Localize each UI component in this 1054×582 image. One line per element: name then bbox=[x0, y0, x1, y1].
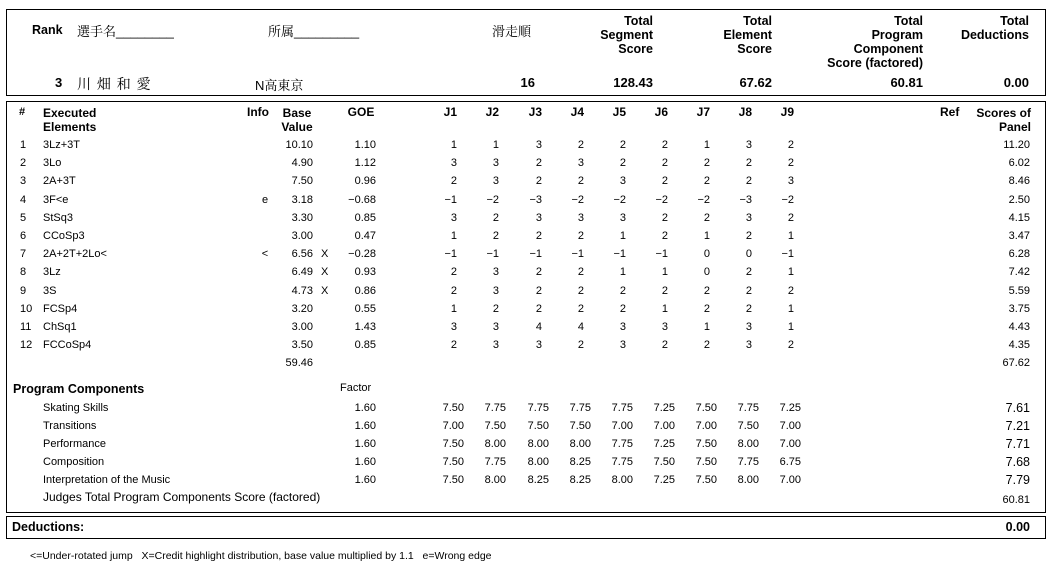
pc-judge-score: 8.00 bbox=[527, 438, 549, 451]
pc-judge-score: 7.50 bbox=[695, 456, 717, 469]
pc-judge-score: 7.75 bbox=[611, 456, 633, 469]
element-judge-score: 3 bbox=[450, 157, 457, 170]
element-judge-score: 2 bbox=[703, 339, 710, 352]
tss-label: Total Segment Score bbox=[600, 14, 653, 56]
element-judge-score: 2 bbox=[450, 284, 457, 297]
element-judge-score: 2 bbox=[661, 139, 668, 151]
element-judge-score: 2 bbox=[745, 302, 752, 315]
pc-factor-label: Factor bbox=[340, 382, 372, 394]
element-name: 3S bbox=[43, 284, 57, 297]
col-num-header: # bbox=[19, 106, 26, 118]
element-panel-score: 11.20 bbox=[1003, 139, 1030, 151]
element-panel-score: 6.28 bbox=[1008, 248, 1030, 261]
element-judge-score: −2 bbox=[655, 193, 668, 206]
element-judge-score: 2 bbox=[703, 157, 710, 170]
element-judge-score: 1 bbox=[787, 230, 794, 242]
pc-judge-score: 7.00 bbox=[611, 420, 633, 433]
pc-factor: 1.60 bbox=[354, 420, 376, 433]
judge-header-5: J5 bbox=[612, 105, 626, 119]
pc-judge-score: 7.50 bbox=[442, 474, 464, 487]
element-judge-score: 3 bbox=[450, 211, 457, 224]
element-judge-score: 0 bbox=[703, 266, 710, 279]
pc-judge-score: 7.00 bbox=[779, 438, 801, 451]
pc-judge-score: 7.50 bbox=[442, 402, 464, 414]
element-num: 11 bbox=[20, 321, 32, 333]
tes-label: Total Element Score bbox=[723, 14, 772, 56]
element-judge-score: 3 bbox=[535, 339, 542, 352]
pc-judge-score: 7.25 bbox=[653, 474, 675, 487]
pc-judge-score: 7.50 bbox=[442, 456, 464, 469]
element-panel-score: 4.15 bbox=[1008, 211, 1030, 224]
pc-factor: 1.60 bbox=[354, 438, 376, 451]
element-info: < bbox=[261, 248, 269, 261]
element-num: 8 bbox=[20, 266, 27, 279]
pc-panel-score: 7.71 bbox=[1005, 437, 1030, 452]
element-goe: 0.47 bbox=[354, 230, 376, 242]
element-judge-score: 3 bbox=[787, 175, 794, 188]
element-judge-score: −1 bbox=[486, 248, 499, 261]
element-judge-score: 3 bbox=[619, 175, 626, 188]
element-judge-score: 3 bbox=[619, 321, 626, 333]
element-judge-score: 2 bbox=[703, 211, 710, 224]
element-judge-score: 1 bbox=[787, 302, 794, 315]
element-judge-score: 2 bbox=[577, 266, 584, 279]
element-num: 10 bbox=[20, 302, 33, 315]
element-judge-score: 2 bbox=[787, 157, 794, 170]
element-judge-score: 2 bbox=[535, 157, 542, 170]
element-judge-score: 1 bbox=[661, 302, 668, 315]
pc-name: Performance bbox=[43, 438, 106, 451]
element-judge-score: −1 bbox=[529, 248, 542, 261]
element-judge-score: 2 bbox=[745, 230, 752, 242]
order-label: 滑走順 bbox=[492, 24, 532, 39]
element-judge-score: 2 bbox=[703, 175, 710, 188]
element-judge-score: 2 bbox=[535, 266, 542, 279]
element-judge-score: −1 bbox=[444, 193, 457, 206]
element-judge-score: −3 bbox=[529, 193, 542, 206]
element-judge-score: 3 bbox=[535, 211, 542, 224]
element-judge-score: 3 bbox=[745, 339, 752, 352]
element-judge-score: 0 bbox=[745, 248, 752, 261]
element-judge-score: 3 bbox=[745, 211, 752, 224]
pc-judge-score: 7.25 bbox=[653, 402, 675, 414]
element-base: 3.18 bbox=[291, 193, 313, 206]
element-judge-score: 2 bbox=[577, 230, 584, 242]
element-judge-score: −2 bbox=[486, 193, 499, 206]
element-panel-score: 5.59 bbox=[1008, 284, 1030, 297]
col-goe-header: GOE bbox=[347, 105, 375, 119]
element-judge-score: −1 bbox=[444, 248, 457, 261]
base-total: 59.46 bbox=[285, 357, 313, 369]
element-base: 6.56 bbox=[291, 248, 313, 261]
element-judge-score: 1 bbox=[450, 139, 457, 151]
element-judge-score: 2 bbox=[703, 302, 710, 315]
element-judge-score: 2 bbox=[787, 339, 794, 352]
pc-judge-score: 7.75 bbox=[527, 402, 549, 414]
element-x-flag: X bbox=[321, 266, 329, 279]
pc-judge-score: 8.00 bbox=[484, 438, 506, 451]
pc-panel-score: 7.61 bbox=[1005, 401, 1030, 415]
element-goe: 0.85 bbox=[354, 211, 376, 224]
element-judge-score: −1 bbox=[571, 248, 584, 261]
pc-factor: 1.60 bbox=[354, 474, 376, 487]
element-panel-score: 7.42 bbox=[1008, 266, 1030, 279]
pc-judge-score: 7.50 bbox=[695, 438, 717, 451]
element-judge-score: 3 bbox=[661, 321, 668, 333]
element-judge-score: 3 bbox=[492, 339, 499, 352]
element-num: 12 bbox=[20, 339, 33, 352]
element-goe: 0.96 bbox=[354, 175, 376, 188]
rank-label: Rank bbox=[32, 23, 63, 37]
col-base-header: Base Value bbox=[281, 106, 313, 134]
element-base: 3.20 bbox=[291, 302, 313, 315]
element-judge-score: 2 bbox=[745, 175, 752, 188]
element-name: 3Lz+3T bbox=[43, 139, 80, 151]
judge-header-1: J1 bbox=[443, 105, 457, 119]
element-judge-score: 1 bbox=[450, 230, 457, 242]
judge-header-2: J2 bbox=[485, 105, 499, 119]
element-judge-score: 3 bbox=[745, 139, 752, 151]
judge-header-7: J7 bbox=[696, 105, 710, 119]
element-judge-score: 1 bbox=[787, 266, 794, 279]
skater-pcs: 60.81 bbox=[890, 75, 923, 90]
element-name: 3Lz bbox=[43, 266, 61, 279]
deductions-label: Total Deductions bbox=[960, 14, 1029, 42]
element-judge-score: 2 bbox=[450, 339, 457, 352]
element-judge-score: 4 bbox=[535, 321, 542, 333]
element-judge-score: 2 bbox=[619, 284, 626, 297]
element-goe: −0.28 bbox=[348, 248, 376, 261]
element-judge-score: −3 bbox=[739, 193, 752, 206]
element-judge-score: −2 bbox=[697, 193, 710, 206]
element-judge-score: 1 bbox=[661, 266, 668, 279]
pc-judge-score: 8.00 bbox=[484, 474, 506, 487]
element-base: 4.90 bbox=[291, 157, 313, 170]
col-ref-header: Ref bbox=[940, 105, 960, 119]
element-judge-score: 3 bbox=[450, 321, 457, 333]
element-base: 10.10 bbox=[285, 139, 313, 151]
element-judge-score: −1 bbox=[655, 248, 668, 261]
pc-judge-score: 7.00 bbox=[779, 420, 801, 433]
element-judge-score: 2 bbox=[535, 230, 542, 242]
element-num: 5 bbox=[20, 211, 27, 224]
element-base: 6.49 bbox=[291, 266, 313, 279]
element-judge-score: −2 bbox=[571, 193, 584, 206]
element-judge-score: 2 bbox=[661, 230, 668, 242]
element-judge-score: 4 bbox=[577, 321, 584, 333]
element-judge-score: 3 bbox=[492, 321, 499, 333]
judge-header-8: J8 bbox=[738, 105, 752, 119]
element-judge-score: 3 bbox=[619, 339, 626, 352]
pc-judge-score: 8.00 bbox=[611, 474, 633, 487]
pc-panel-score: 7.79 bbox=[1005, 473, 1030, 488]
element-name: 2A+3T bbox=[43, 175, 76, 188]
element-judge-score: 1 bbox=[450, 302, 457, 315]
element-judge-score: 1 bbox=[787, 321, 794, 333]
element-judge-score: 0 bbox=[703, 248, 710, 261]
pc-factor: 1.60 bbox=[354, 402, 376, 414]
element-judge-score: 2 bbox=[661, 157, 668, 170]
element-panel-score: 6.02 bbox=[1008, 157, 1030, 170]
pc-judge-score: 7.75 bbox=[737, 456, 759, 469]
pc-judge-score: 7.00 bbox=[442, 420, 464, 433]
element-judge-score: 2 bbox=[619, 139, 626, 151]
element-judge-score: 2 bbox=[492, 230, 499, 242]
pc-judge-score: 7.00 bbox=[779, 474, 801, 487]
pc-judge-score: 7.50 bbox=[695, 402, 717, 414]
element-judge-score: 2 bbox=[787, 139, 794, 151]
pc-judge-score: 6.75 bbox=[779, 456, 801, 469]
element-judge-score: −2 bbox=[613, 193, 626, 206]
pc-judge-score: 7.75 bbox=[611, 438, 633, 451]
scores-total: 67.62 bbox=[1002, 357, 1030, 369]
pc-judge-score: 7.75 bbox=[737, 402, 759, 414]
element-judge-score: 2 bbox=[577, 139, 584, 151]
judge-header-9: J9 bbox=[780, 105, 794, 119]
club-label: 所属_________ bbox=[268, 24, 360, 39]
col-executed-header: Executed Elements bbox=[43, 106, 97, 134]
pc-judge-score: 8.25 bbox=[569, 456, 591, 469]
element-judge-score: 2 bbox=[492, 302, 499, 315]
element-judge-score: 2 bbox=[745, 284, 752, 297]
col-info-header: Info bbox=[247, 105, 269, 119]
element-judge-score: 3 bbox=[492, 175, 499, 188]
pc-judge-score: 7.50 bbox=[695, 474, 717, 487]
element-panel-score: 3.47 bbox=[1008, 230, 1030, 242]
element-judge-score: 2 bbox=[661, 175, 668, 188]
element-judge-score: 3 bbox=[492, 157, 499, 170]
element-panel-score: 4.35 bbox=[1008, 339, 1030, 352]
pc-title: Program Components bbox=[13, 382, 145, 396]
pc-judge-score: 7.50 bbox=[442, 438, 464, 451]
element-judge-score: 2 bbox=[661, 211, 668, 224]
element-goe: 1.43 bbox=[354, 321, 376, 333]
name-label: 選手名________ bbox=[77, 24, 174, 39]
element-judge-score: 1 bbox=[703, 321, 710, 333]
element-panel-score: 8.46 bbox=[1008, 175, 1030, 188]
element-judge-score: 2 bbox=[577, 302, 584, 315]
deductions-row-label: Deductions: bbox=[12, 520, 85, 534]
pc-judge-score: 7.75 bbox=[484, 456, 506, 469]
deductions-box bbox=[6, 516, 1046, 539]
element-judge-score: −1 bbox=[781, 248, 794, 261]
element-judge-score: 2 bbox=[577, 284, 584, 297]
element-judge-score: 3 bbox=[492, 266, 499, 279]
element-x-flag: X bbox=[321, 284, 329, 297]
element-name: StSq3 bbox=[43, 211, 73, 224]
skater-tes: 67.62 bbox=[739, 75, 772, 90]
pc-factor: 1.60 bbox=[354, 456, 376, 469]
element-judge-score: 2 bbox=[745, 157, 752, 170]
pc-judge-score: 8.00 bbox=[527, 456, 549, 469]
element-x-flag: X bbox=[321, 248, 329, 261]
element-base: 7.50 bbox=[291, 175, 313, 188]
element-judge-score: 1 bbox=[703, 139, 710, 151]
element-name: 3Lo bbox=[43, 157, 62, 170]
element-panel-score: 2.50 bbox=[1008, 193, 1030, 206]
element-judge-score: 2 bbox=[450, 175, 457, 188]
pc-judge-score: 7.50 bbox=[737, 420, 759, 433]
element-base: 3.00 bbox=[291, 230, 313, 242]
element-panel-score: 4.43 bbox=[1008, 321, 1030, 333]
pc-judge-score: 8.25 bbox=[569, 474, 591, 487]
pc-judge-score: 8.00 bbox=[737, 438, 759, 451]
element-num: 9 bbox=[20, 284, 27, 297]
pc-name: Transitions bbox=[43, 420, 97, 433]
element-base: 4.73 bbox=[291, 284, 313, 297]
pc-total-value: 60.81 bbox=[1002, 494, 1030, 506]
pc-judge-score: 7.00 bbox=[695, 420, 717, 433]
judge-header-4: J4 bbox=[570, 105, 584, 119]
element-judge-score: 2 bbox=[450, 266, 457, 279]
element-goe: 0.55 bbox=[354, 302, 376, 315]
pc-judge-score: 7.25 bbox=[779, 402, 801, 414]
pc-name: Skating Skills bbox=[43, 402, 109, 414]
element-name: 2A+2T+2Lo< bbox=[43, 248, 107, 261]
element-judge-score: 2 bbox=[661, 284, 668, 297]
element-num: 1 bbox=[20, 139, 27, 151]
element-judge-score: 1 bbox=[619, 230, 626, 242]
element-base: 3.50 bbox=[291, 339, 313, 352]
element-base: 3.00 bbox=[291, 321, 313, 333]
judge-header-3: J3 bbox=[528, 105, 542, 119]
element-judge-score: 3 bbox=[577, 211, 584, 224]
pc-judge-score: 7.75 bbox=[611, 402, 633, 414]
element-judge-score: 2 bbox=[745, 266, 752, 279]
element-judge-score: 1 bbox=[492, 139, 499, 151]
pc-judge-score: 8.00 bbox=[569, 438, 591, 451]
element-judge-score: 2 bbox=[619, 157, 626, 170]
element-num: 7 bbox=[20, 248, 27, 261]
element-num: 2 bbox=[20, 157, 27, 170]
pc-judge-score: 7.50 bbox=[527, 420, 549, 433]
element-num: 6 bbox=[20, 230, 27, 242]
element-judge-score: 2 bbox=[577, 175, 584, 188]
element-name: FCCoSp4 bbox=[43, 339, 92, 352]
element-name: ChSq1 bbox=[43, 321, 77, 333]
element-goe: 0.93 bbox=[354, 266, 376, 279]
element-judge-score: 3 bbox=[745, 321, 752, 333]
skater-order: 16 bbox=[520, 75, 535, 90]
element-num: 4 bbox=[20, 193, 27, 206]
pc-name: Composition bbox=[43, 456, 105, 469]
element-judge-score: 2 bbox=[787, 284, 794, 297]
element-judge-score: 2 bbox=[492, 211, 499, 224]
element-name: 3F<e bbox=[43, 193, 69, 206]
pc-panel-score: 7.68 bbox=[1005, 455, 1030, 470]
element-judge-score: 2 bbox=[703, 284, 710, 297]
pc-judge-score: 7.25 bbox=[653, 438, 675, 451]
skater-rank: 3 bbox=[55, 75, 63, 90]
col-scores-header: Scores of Panel bbox=[976, 106, 1031, 134]
element-judge-score: 3 bbox=[535, 139, 542, 151]
deductions-row-value: 0.00 bbox=[1005, 520, 1030, 534]
pc-total-label: Judges Total Program Components Score (factored) bbox=[43, 490, 321, 504]
element-panel-score: 3.75 bbox=[1008, 302, 1030, 315]
element-judge-score: 2 bbox=[619, 302, 626, 315]
element-judge-score: 3 bbox=[619, 211, 626, 224]
element-judge-score: 2 bbox=[787, 211, 794, 224]
element-judge-score: 3 bbox=[492, 284, 499, 297]
judge-header-6: J6 bbox=[654, 105, 668, 119]
element-judge-score: 2 bbox=[535, 302, 542, 315]
element-judge-score: 2 bbox=[661, 339, 668, 352]
pc-judge-score: 8.25 bbox=[527, 474, 549, 487]
element-goe: 1.10 bbox=[354, 139, 376, 151]
pc-judge-score: 8.00 bbox=[737, 474, 759, 487]
skater-name: 川 畑 和 愛 bbox=[77, 76, 152, 92]
pc-panel-score: 7.21 bbox=[1005, 419, 1030, 434]
element-goe: 1.12 bbox=[354, 157, 376, 170]
element-info: e bbox=[261, 193, 269, 206]
element-name: FCSp4 bbox=[43, 302, 78, 315]
pc-judge-score: 7.50 bbox=[653, 456, 675, 469]
element-name: CCoSp3 bbox=[43, 230, 85, 242]
pc-judge-score: 7.50 bbox=[484, 420, 506, 433]
element-judge-score: 2 bbox=[535, 175, 542, 188]
element-goe: −0.68 bbox=[348, 193, 376, 206]
pc-judge-score: 7.00 bbox=[653, 420, 675, 433]
element-num: 3 bbox=[20, 175, 27, 188]
pc-judge-score: 7.50 bbox=[569, 420, 591, 433]
legend: <=Under-rotated jump X=Credit highlight distribution, base value multiplied by 1.1 e=Wrong edge bbox=[30, 550, 492, 562]
element-goe: 0.85 bbox=[354, 339, 376, 352]
pc-name: Interpretation of the Music bbox=[43, 474, 171, 487]
element-judge-score: 2 bbox=[577, 339, 584, 352]
element-judge-score: −1 bbox=[613, 248, 626, 261]
skater-tss: 128.43 bbox=[613, 75, 653, 90]
skater-club: N高東京 bbox=[255, 78, 304, 93]
pc-judge-score: 7.75 bbox=[569, 402, 591, 414]
element-judge-score: 3 bbox=[577, 157, 584, 170]
skater-deductions: 0.00 bbox=[1003, 75, 1029, 90]
pc-judge-score: 7.75 bbox=[484, 402, 506, 414]
element-judge-score: 1 bbox=[619, 266, 626, 279]
pcs-label: Total Program Component Score (factored) bbox=[827, 14, 923, 70]
element-goe: 0.86 bbox=[354, 284, 376, 297]
element-judge-score: 1 bbox=[703, 230, 710, 242]
element-base: 3.30 bbox=[291, 211, 313, 224]
element-judge-score: 2 bbox=[535, 284, 542, 297]
element-judge-score: −2 bbox=[781, 193, 794, 206]
